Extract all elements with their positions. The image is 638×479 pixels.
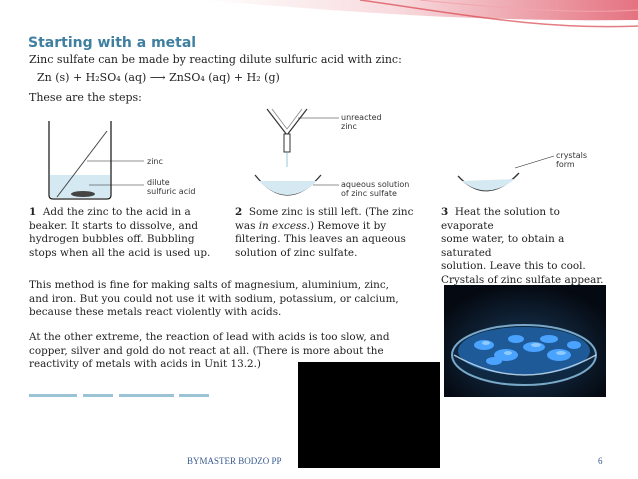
beaker-diagram xyxy=(49,121,144,199)
step-text: filtering. This leaves an aqueous xyxy=(235,233,406,245)
step-number: 1 xyxy=(29,206,37,218)
step-text: hydrogen bubbles off. Bubbling xyxy=(29,233,195,245)
zinc-sulfate-label: of zinc sulfate xyxy=(341,189,397,198)
sulfuric-acid-label: sulfuric acid xyxy=(147,187,196,196)
paragraph-1 xyxy=(29,279,399,320)
step-text: solution. Leave this to cool. xyxy=(441,260,586,272)
unreacted-label: unreacted xyxy=(341,113,382,122)
chemical-equation: Zn (s) + H₂SO₄ (aq) ⟶ ZnSO₄ (aq) + H₂ (g) xyxy=(37,71,280,84)
intro-text: Zinc sulfate can be made by reacting dilute sulfuric acid with zinc: xyxy=(29,53,402,66)
paragraph-line: because these metals react violently with acids. xyxy=(29,306,282,318)
paragraph-line: reactivity of metals with acids in Unit 13.2.) xyxy=(29,358,261,370)
zinc-label: zinc xyxy=(147,157,163,166)
step-1 xyxy=(29,206,229,260)
textbook-page xyxy=(19,31,607,398)
step-text: some water, to obtain a saturated xyxy=(441,233,565,259)
process-diagram xyxy=(19,105,607,205)
cut-off-heading xyxy=(29,389,229,398)
step-emphasis: in excess xyxy=(258,219,307,232)
step-3 xyxy=(441,206,606,287)
unreacted-zinc-label: zinc xyxy=(341,122,357,131)
step-text: was xyxy=(235,219,259,232)
step-text: beaker. It starts to dissolve, and xyxy=(29,219,199,232)
step-2 xyxy=(235,206,440,260)
step-text: Some zinc is still left. (The zinc xyxy=(248,206,414,218)
step-text: .) Remove it by xyxy=(306,219,387,232)
black-overlay-box xyxy=(298,362,440,468)
form-label: form xyxy=(556,160,575,169)
paragraph-line: and iron. But you could not use it with sodium, potassium, or calcium, xyxy=(29,292,399,305)
paragraph-line: copper, silver and gold do not react at all. (There is more about the xyxy=(29,344,384,357)
decorative-header-band xyxy=(0,0,638,32)
step-text: Crystals of zinc sulfate appear. xyxy=(441,273,604,286)
paragraph-line: This method is fine for making salts of magnesium, aluminium, zinc, xyxy=(29,279,389,291)
crystals-photo xyxy=(444,285,606,397)
page-title: Starting with a metal xyxy=(28,35,197,51)
footer-author: BYMASTER BODZO PP xyxy=(187,456,282,466)
steps-intro: These are the steps: xyxy=(29,91,142,104)
dilute-label: dilute xyxy=(147,178,170,187)
step-text: Heat the solution to evaporate xyxy=(441,206,560,232)
crystals-diagram xyxy=(458,156,554,191)
crystals-label: crystals xyxy=(556,151,588,160)
step-text: stops when all the acid is used up. xyxy=(29,246,211,259)
step-number: 2 xyxy=(235,206,243,218)
step-text: Add the zinc to the acid in a xyxy=(42,206,191,218)
paragraph-line: At the other extreme, the reaction of lead with acids is too slow, and xyxy=(29,331,390,343)
aqueous-label: aqueous solution xyxy=(341,180,410,189)
filter-diagram xyxy=(255,109,339,195)
page-number: 6 xyxy=(598,456,603,466)
step-number: 3 xyxy=(441,206,449,218)
step-text: solution of zinc sulfate. xyxy=(235,246,358,259)
